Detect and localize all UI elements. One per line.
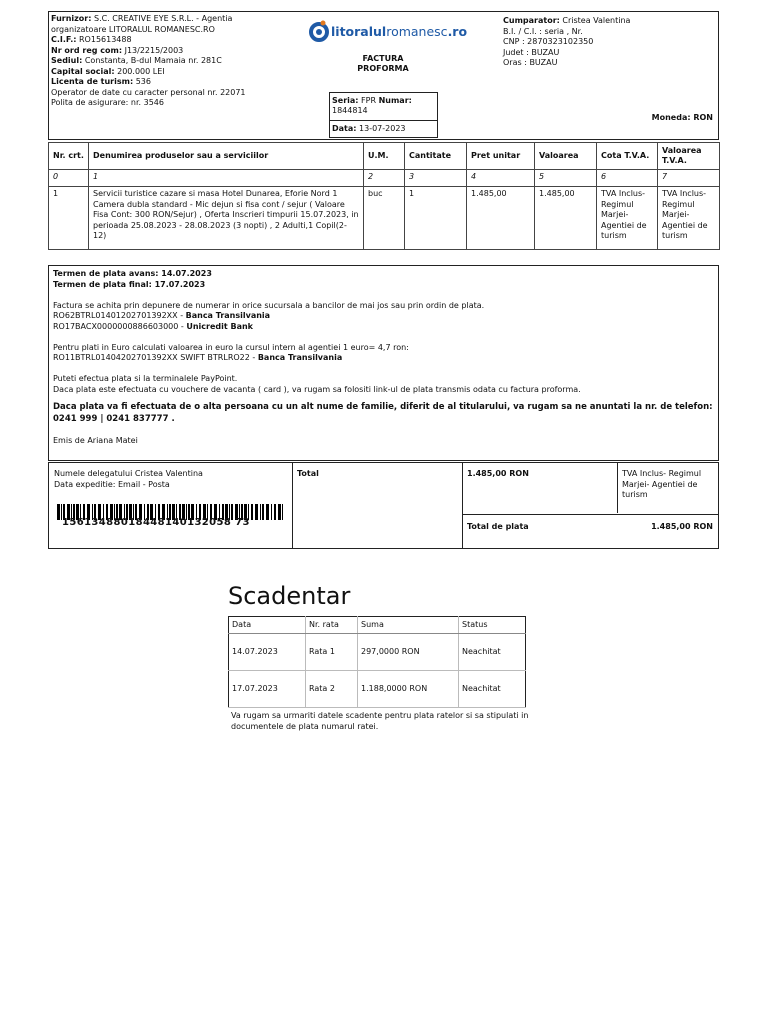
supplier-reg-label: Nr ord reg com: — [51, 45, 123, 55]
index-cell: 6 — [597, 170, 658, 187]
logo-text-3: .ro — [447, 24, 468, 39]
supplier-license-label: Licenta de turism: — [51, 77, 134, 86]
advance-due: Termen de plata avans: 14.07.2023 — [53, 269, 212, 278]
item-description: Servicii turistice cazare si masa Hotel Dunarea, Eforie Nord 1 Camera dubla standard - Mic dejun si fisa cont / sejur ( Valoare Fisa Cont: 300 RON/Sejur) , Oferta Inscrieri timpurii 15.07.2023, in perioada 25.08.2023 - 28.08.2023 (3 nopti) , 2 Adulti,1 Copil(2-12) — [89, 187, 364, 250]
supplier-name: S.C. CREATIVE EYE S.R.L. - Agentia — [94, 14, 233, 23]
column-header: Pret unitar — [467, 143, 535, 170]
supplier-block — [51, 14, 301, 109]
paypoint-text: Puteti efectua plata si la terminalele PayPoint. — [53, 374, 238, 383]
vouchers-text: Daca plata este efectuata cu vouchere de vacanta ( card ), va rugam sa folositi link-ul de plata transmis odata cu factura proforma. — [53, 384, 581, 394]
index-cell: 0 — [49, 170, 89, 187]
buyer-name: Cristea Valentina — [562, 16, 631, 25]
schedule-date: 17.07.2023 — [229, 671, 306, 708]
column-header: Valoarea — [535, 143, 597, 170]
date-value: 13-07-2023 — [359, 124, 406, 133]
supplier-name-label: Furnizor: — [51, 14, 92, 23]
table-row — [229, 634, 526, 671]
schedule-installment: Rata 2 — [306, 671, 358, 708]
column-header: Nr. rata — [306, 617, 358, 634]
bank-account-2: RO17BACX0000000886603000 - — [53, 321, 187, 331]
bank-name-1: Banca Transilvania — [185, 311, 271, 320]
index-cell: 5 — [535, 170, 597, 187]
schedule-date: 14.07.2023 — [229, 634, 306, 671]
supplier-cif: RO15613488 — [79, 35, 132, 44]
series-value: FPR — [361, 96, 377, 105]
supplier-address-label: Sediul: — [51, 56, 83, 65]
total-pay-value: 1.485,00 RON — [651, 522, 713, 531]
column-header: Status — [459, 617, 526, 634]
logo-wordmark — [331, 25, 467, 39]
bank-name-2: Unicredit Bank — [186, 321, 253, 331]
date-label: Data: — [332, 124, 357, 133]
payment-terms — [48, 265, 719, 461]
currency-label: Moneda: — [651, 113, 691, 122]
schedule-header-row — [229, 617, 526, 634]
buyer-label: Cumparator: — [503, 16, 560, 25]
column-header: Cantitate — [405, 143, 467, 170]
total-value: 1.485,00 RON — [467, 469, 529, 478]
supplier-cif-label: C.I.F.: — [51, 35, 77, 44]
supplier-reg: J13/2215/2003 — [124, 45, 184, 55]
euro-text: Pentru plati in Euro calculati valoarea in euro la cursul intern al agentiei 1 euro= 4,7 ron: — [53, 342, 409, 352]
company-logo — [307, 17, 467, 47]
total-pay-label: Total de plata — [467, 522, 529, 531]
item-nr: 1 — [49, 187, 89, 250]
schedule-amount: 1.188,0000 RON — [358, 671, 459, 708]
items-table — [48, 142, 720, 250]
logo-text-1: litoralul — [331, 24, 387, 39]
supplier-address: Constanta, B-dul Mamaia nr. 281C — [84, 56, 222, 65]
item-vat-value: TVA Inclus-Regimul Marjei-Agentiei de turism — [658, 187, 720, 250]
shipping-info: Data expeditie: Email - Posta — [54, 480, 170, 489]
number-value: 1844814 — [332, 106, 368, 115]
supplier-insurance: Polita de asigurare: nr. 3546 — [51, 98, 164, 107]
schedule-status: Neachitat — [459, 671, 526, 708]
currency — [652, 113, 713, 124]
invoice-header — [48, 11, 719, 140]
buyer-county: Judet : BUZAU — [503, 47, 560, 57]
supplier-license: 536 — [135, 77, 151, 86]
column-header: U.M. — [364, 143, 405, 170]
payment-text: Factura se achita prin depunere de numerar in orice sucursala a bancilor de mai jos sau prin ordin de plata. — [53, 300, 485, 310]
issued-by: Emis de Ariana Matei — [53, 435, 138, 445]
other-person-notice: Daca plata va fi efectuata de o alta persoana cu un alt nume de familie, diferit de al titularului, va rugam sa ne anuntati la nr. de telefon: 0241 999 | 0241 837777 . — [53, 402, 713, 424]
column-header: Denumirea produselor sau a serviciilor — [89, 143, 364, 170]
logo-text-2: romanesc — [386, 24, 448, 39]
title-line-1: FACTURA — [362, 54, 404, 63]
supplier-operator: Operator de date cu caracter personal nr. 22071 — [51, 87, 246, 97]
index-cell: 2 — [364, 170, 405, 187]
buyer-block — [503, 16, 713, 69]
totals-footer — [48, 462, 719, 549]
bank-account-3: RO11BTRL01404202701392XX SWIFT BTRLRO22 - — [53, 353, 258, 362]
series-box — [329, 92, 438, 138]
document-title — [339, 54, 427, 74]
item-qty: 1 — [405, 187, 467, 250]
supplier-capital-label: Capital social: — [51, 66, 115, 76]
delegate-name: Numele delegatului Cristea Valentina — [54, 469, 203, 478]
schedule-note: Va rugam sa urmariti datele scadente pentru plata ratelor si sa stipulati in documentele de plata numarul ratei. — [231, 711, 529, 731]
vat-note: TVA Inclus- Regimul Marjei- Agentiei de turism — [622, 469, 702, 499]
items-header-row — [49, 143, 720, 170]
items-index-row — [49, 170, 720, 187]
column-header: Cota T.V.A. — [597, 143, 658, 170]
supplier-capital: 200.000 LEI — [117, 66, 165, 76]
index-cell: 7 — [658, 170, 720, 187]
barcode-number: 15613488018448140132058 73 — [62, 517, 250, 528]
schedule-amount: 297,0000 RON — [358, 634, 459, 671]
logo-swirl-icon — [309, 20, 329, 42]
buyer-cnp: CNP : 2870323102350 — [503, 37, 594, 46]
number-label: Numar: — [378, 96, 412, 105]
column-header: Nr. crt. — [49, 143, 89, 170]
schedule-title: Scadentar — [228, 582, 351, 610]
buyer-id: B.I. / C.I. : seria , Nr. — [503, 26, 583, 36]
schedule-table — [228, 616, 526, 708]
schedule-status: Neachitat — [459, 634, 526, 671]
bank-name-3: Banca Transilvania — [257, 353, 343, 362]
currency-value: RON — [693, 113, 713, 122]
index-cell: 4 — [467, 170, 535, 187]
buyer-city: Oras : BUZAU — [503, 58, 558, 67]
column-header: Valoarea T.V.A. — [658, 143, 720, 170]
item-unit-price: 1.485,00 — [467, 187, 535, 250]
total-label: Total — [297, 469, 319, 478]
bank-account-1: RO62BTRL01401202701392XX - — [53, 311, 186, 320]
item-value: 1.485,00 — [535, 187, 597, 250]
item-vat-rate: TVA Inclus-Regimul Marjei-Agentiei de turism — [597, 187, 658, 250]
table-row — [229, 671, 526, 708]
column-header: Data — [229, 617, 306, 634]
index-cell: 3 — [405, 170, 467, 187]
schedule-installment: Rata 1 — [306, 634, 358, 671]
index-cell: 1 — [89, 170, 364, 187]
title-line-2: PROFORMA — [357, 64, 409, 73]
supplier-name-line2: organizatoare LITORALUL ROMANESC.RO — [51, 24, 215, 34]
table-row — [49, 187, 720, 250]
item-um: buc — [364, 187, 405, 250]
series-label: Seria: — [332, 96, 359, 105]
final-due: Termen de plata final: 17.07.2023 — [53, 279, 206, 289]
column-header: Suma — [358, 617, 459, 634]
